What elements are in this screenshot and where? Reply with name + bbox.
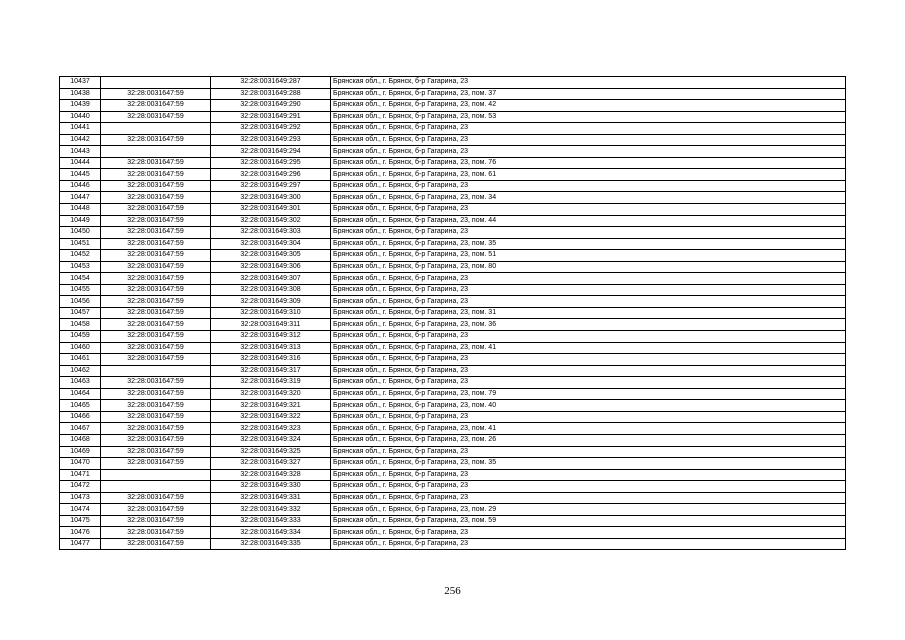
land-cadastral-number-cell: 32:28:0031647:59 — [101, 504, 211, 516]
object-cadastral-number-cell: 32:28:0031649:325 — [211, 446, 331, 458]
row-number-cell: 10451 — [60, 238, 101, 250]
address-cell: Брянская обл., г. Брянск, б-р Гагарина, 23 — [331, 134, 846, 146]
table-row — [60, 284, 846, 296]
address-cell: Брянская обл., г. Брянск, б-р Гагарина, 23 — [331, 411, 846, 423]
row-number-cell: 10461 — [60, 354, 101, 366]
land-cadastral-number-cell: 32:28:0031647:59 — [101, 157, 211, 169]
land-cadastral-number-cell: 32:28:0031647:59 — [101, 100, 211, 112]
land-cadastral-number-cell: 32:28:0031647:59 — [101, 204, 211, 216]
address-cell: Брянская обл., г. Брянск, б-р Гагарина, 23, пом. 26 — [331, 434, 846, 446]
land-cadastral-number-cell: 32:28:0031647:59 — [101, 527, 211, 539]
object-cadastral-number-cell: 32:28:0031649:296 — [211, 169, 331, 181]
address-cell: Брянская обл., г. Брянск, б-р Гагарина, 23 — [331, 365, 846, 377]
table-row — [60, 388, 846, 400]
row-number-cell: 10452 — [60, 250, 101, 262]
object-cadastral-number-cell: 32:28:0031649:287 — [211, 77, 331, 89]
row-number-cell: 10464 — [60, 388, 101, 400]
row-number-cell: 10466 — [60, 411, 101, 423]
object-cadastral-number-cell: 32:28:0031649:306 — [211, 261, 331, 273]
address-cell: Брянская обл., г. Брянск, б-р Гагарина, 23, пом. 41 — [331, 423, 846, 435]
table-row — [60, 365, 846, 377]
land-cadastral-number-cell — [101, 469, 211, 481]
object-cadastral-number-cell: 32:28:0031649:317 — [211, 365, 331, 377]
row-number-cell: 10444 — [60, 157, 101, 169]
table-row — [60, 227, 846, 239]
row-number-cell: 10474 — [60, 504, 101, 516]
address-cell: Брянская обл., г. Брянск, б-р Гагарина, 23 — [331, 227, 846, 239]
object-cadastral-number-cell: 32:28:0031649:310 — [211, 307, 331, 319]
table-row — [60, 111, 846, 123]
object-cadastral-number-cell: 32:28:0031649:309 — [211, 296, 331, 308]
address-cell: Брянская обл., г. Брянск, б-р Гагарина, 23, пом. 79 — [331, 388, 846, 400]
land-cadastral-number-cell: 32:28:0031647:59 — [101, 342, 211, 354]
address-cell: Брянская обл., г. Брянск, б-р Гагарина, 23 — [331, 377, 846, 389]
object-cadastral-number-cell: 32:28:0031649:305 — [211, 250, 331, 262]
table-row — [60, 446, 846, 458]
address-cell: Брянская обл., г. Брянск, б-р Гагарина, 23 — [331, 296, 846, 308]
object-cadastral-number-cell: 32:28:0031649:301 — [211, 204, 331, 216]
land-cadastral-number-cell: 32:28:0031647:59 — [101, 134, 211, 146]
table-row — [60, 261, 846, 273]
table-row — [60, 319, 846, 331]
object-cadastral-number-cell: 32:28:0031649:333 — [211, 515, 331, 527]
address-cell: Брянская обл., г. Брянск, б-р Гагарина, 23, пом. 80 — [331, 261, 846, 273]
land-cadastral-number-cell: 32:28:0031647:59 — [101, 411, 211, 423]
address-cell: Брянская обл., г. Брянск, б-р Гагарина, 23 — [331, 204, 846, 216]
address-cell: Брянская обл., г. Брянск, б-р Гагарина, 23, пом. 53 — [331, 111, 846, 123]
row-number-cell: 10440 — [60, 111, 101, 123]
row-number-cell: 10438 — [60, 88, 101, 100]
object-cadastral-number-cell: 32:28:0031649:307 — [211, 273, 331, 285]
row-number-cell: 10446 — [60, 180, 101, 192]
address-cell: Брянская обл., г. Брянск, б-р Гагарина, 23, пом. 35 — [331, 238, 846, 250]
table-row — [60, 215, 846, 227]
object-cadastral-number-cell: 32:28:0031649:292 — [211, 123, 331, 135]
row-number-cell: 10453 — [60, 261, 101, 273]
land-cadastral-number-cell: 32:28:0031647:59 — [101, 458, 211, 470]
row-number-cell: 10469 — [60, 446, 101, 458]
row-number-cell: 10459 — [60, 331, 101, 343]
table-row — [60, 342, 846, 354]
land-cadastral-number-cell: 32:28:0031647:59 — [101, 284, 211, 296]
land-cadastral-number-cell — [101, 77, 211, 89]
address-cell: Брянская обл., г. Брянск, б-р Гагарина, 23, пом. 76 — [331, 157, 846, 169]
object-cadastral-number-cell: 32:28:0031649:312 — [211, 331, 331, 343]
row-number-cell: 10477 — [60, 538, 101, 550]
table-body — [60, 77, 846, 550]
registry-table — [59, 76, 846, 550]
table-row — [60, 180, 846, 192]
address-cell: Брянская обл., г. Брянск, б-р Гагарина, 23, пом. 40 — [331, 400, 846, 412]
row-number-cell: 10476 — [60, 527, 101, 539]
address-cell: Брянская обл., г. Брянск, б-р Гагарина, 23 — [331, 284, 846, 296]
address-cell: Брянская обл., г. Брянск, б-р Гагарина, 23, пом. 37 — [331, 88, 846, 100]
address-cell: Брянская обл., г. Брянск, б-р Гагарина, 23 — [331, 273, 846, 285]
land-cadastral-number-cell: 32:28:0031647:59 — [101, 492, 211, 504]
table-row — [60, 527, 846, 539]
address-cell: Брянская обл., г. Брянск, б-р Гагарина, 23, пом. 31 — [331, 307, 846, 319]
table-row — [60, 481, 846, 493]
object-cadastral-number-cell: 32:28:0031649:291 — [211, 111, 331, 123]
table-row — [60, 169, 846, 181]
object-cadastral-number-cell: 32:28:0031649:293 — [211, 134, 331, 146]
land-cadastral-number-cell: 32:28:0031647:59 — [101, 169, 211, 181]
row-number-cell: 10448 — [60, 204, 101, 216]
row-number-cell: 10456 — [60, 296, 101, 308]
object-cadastral-number-cell: 32:28:0031649:300 — [211, 192, 331, 204]
row-number-cell: 10449 — [60, 215, 101, 227]
table-row — [60, 492, 846, 504]
row-number-cell: 10443 — [60, 146, 101, 158]
land-cadastral-number-cell — [101, 481, 211, 493]
address-cell: Брянская обл., г. Брянск, б-р Гагарина, 23, пом. 34 — [331, 192, 846, 204]
land-cadastral-number-cell — [101, 365, 211, 377]
table-row — [60, 331, 846, 343]
object-cadastral-number-cell: 32:28:0031649:321 — [211, 400, 331, 412]
table-row — [60, 469, 846, 481]
table-row — [60, 423, 846, 435]
object-cadastral-number-cell: 32:28:0031649:327 — [211, 458, 331, 470]
land-cadastral-number-cell: 32:28:0031647:59 — [101, 434, 211, 446]
table-row — [60, 77, 846, 89]
object-cadastral-number-cell: 32:28:0031649:303 — [211, 227, 331, 239]
row-number-cell: 10460 — [60, 342, 101, 354]
land-cadastral-number-cell: 32:28:0031647:59 — [101, 180, 211, 192]
address-cell: Брянская обл., г. Брянск, б-р Гагарина, 23 — [331, 354, 846, 366]
row-number-cell: 10442 — [60, 134, 101, 146]
table-row — [60, 538, 846, 550]
land-cadastral-number-cell: 32:28:0031647:59 — [101, 377, 211, 389]
table-row — [60, 192, 846, 204]
address-cell: Брянская обл., г. Брянск, б-р Гагарина, 23 — [331, 180, 846, 192]
address-cell: Брянская обл., г. Брянск, б-р Гагарина, 23 — [331, 446, 846, 458]
address-cell: Брянская обл., г. Брянск, б-р Гагарина, 23 — [331, 538, 846, 550]
land-cadastral-number-cell: 32:28:0031647:59 — [101, 515, 211, 527]
row-number-cell: 10463 — [60, 377, 101, 389]
land-cadastral-number-cell — [101, 123, 211, 135]
object-cadastral-number-cell: 32:28:0031649:290 — [211, 100, 331, 112]
row-number-cell: 10447 — [60, 192, 101, 204]
object-cadastral-number-cell: 32:28:0031649:324 — [211, 434, 331, 446]
object-cadastral-number-cell: 32:28:0031649:308 — [211, 284, 331, 296]
object-cadastral-number-cell: 32:28:0031649:320 — [211, 388, 331, 400]
land-cadastral-number-cell: 32:28:0031647:59 — [101, 400, 211, 412]
address-cell: Брянская обл., г. Брянск, б-р Гагарина, 23 — [331, 77, 846, 89]
address-cell: Брянская обл., г. Брянск, б-р Гагарина, 23 — [331, 123, 846, 135]
table-row — [60, 123, 846, 135]
land-cadastral-number-cell: 32:28:0031647:59 — [101, 88, 211, 100]
address-cell: Брянская обл., г. Брянск, б-р Гагарина, 23, пом. 61 — [331, 169, 846, 181]
row-number-cell: 10468 — [60, 434, 101, 446]
table-row — [60, 411, 846, 423]
land-cadastral-number-cell: 32:28:0031647:59 — [101, 215, 211, 227]
row-number-cell: 10465 — [60, 400, 101, 412]
table-row — [60, 134, 846, 146]
row-number-cell: 10445 — [60, 169, 101, 181]
row-number-cell: 10458 — [60, 319, 101, 331]
row-number-cell: 10455 — [60, 284, 101, 296]
address-cell: Брянская обл., г. Брянск, б-р Гагарина, 23 — [331, 331, 846, 343]
object-cadastral-number-cell: 32:28:0031649:297 — [211, 180, 331, 192]
row-number-cell: 10473 — [60, 492, 101, 504]
object-cadastral-number-cell: 32:28:0031649:302 — [211, 215, 331, 227]
row-number-cell: 10454 — [60, 273, 101, 285]
row-number-cell: 10439 — [60, 100, 101, 112]
table-row — [60, 307, 846, 319]
land-cadastral-number-cell: 32:28:0031647:59 — [101, 538, 211, 550]
land-cadastral-number-cell: 32:28:0031647:59 — [101, 446, 211, 458]
object-cadastral-number-cell: 32:28:0031649:330 — [211, 481, 331, 493]
land-cadastral-number-cell — [101, 146, 211, 158]
land-cadastral-number-cell: 32:28:0031647:59 — [101, 250, 211, 262]
row-number-cell: 10437 — [60, 77, 101, 89]
table-row — [60, 458, 846, 470]
land-cadastral-number-cell: 32:28:0031647:59 — [101, 319, 211, 331]
land-cadastral-number-cell: 32:28:0031647:59 — [101, 192, 211, 204]
table-row — [60, 100, 846, 112]
object-cadastral-number-cell: 32:28:0031649:328 — [211, 469, 331, 481]
table-row — [60, 434, 846, 446]
object-cadastral-number-cell: 32:28:0031649:304 — [211, 238, 331, 250]
address-cell: Брянская обл., г. Брянск, б-р Гагарина, 23, пом. 42 — [331, 100, 846, 112]
address-cell: Брянская обл., г. Брянск, б-р Гагарина, 23, пом. 41 — [331, 342, 846, 354]
table-row — [60, 204, 846, 216]
address-cell: Брянская обл., г. Брянск, б-р Гагарина, 23 — [331, 527, 846, 539]
table-row — [60, 238, 846, 250]
row-number-cell: 10450 — [60, 227, 101, 239]
object-cadastral-number-cell: 32:28:0031649:316 — [211, 354, 331, 366]
object-cadastral-number-cell: 32:28:0031649:294 — [211, 146, 331, 158]
table-row — [60, 400, 846, 412]
address-cell: Брянская обл., г. Брянск, б-р Гагарина, 23, пом. 29 — [331, 504, 846, 516]
land-cadastral-number-cell: 32:28:0031647:59 — [101, 296, 211, 308]
table-row — [60, 88, 846, 100]
address-cell: Брянская обл., г. Брянск, б-р Гагарина, 23, пом. 44 — [331, 215, 846, 227]
table-row — [60, 157, 846, 169]
address-cell: Брянская обл., г. Брянск, б-р Гагарина, 23 — [331, 469, 846, 481]
row-number-cell: 10467 — [60, 423, 101, 435]
object-cadastral-number-cell: 32:28:0031649:295 — [211, 157, 331, 169]
address-cell: Брянская обл., г. Брянск, б-р Гагарина, 23, пом. 36 — [331, 319, 846, 331]
address-cell: Брянская обл., г. Брянск, б-р Гагарина, 23, пом. 59 — [331, 515, 846, 527]
object-cadastral-number-cell: 32:28:0031649:313 — [211, 342, 331, 354]
land-cadastral-number-cell: 32:28:0031647:59 — [101, 388, 211, 400]
table-row — [60, 273, 846, 285]
land-cadastral-number-cell: 32:28:0031647:59 — [101, 354, 211, 366]
address-cell: Брянская обл., г. Брянск, б-р Гагарина, 23, пом. 35 — [331, 458, 846, 470]
row-number-cell: 10472 — [60, 481, 101, 493]
table-row — [60, 146, 846, 158]
table-row — [60, 296, 846, 308]
address-cell: Брянская обл., г. Брянск, б-р Гагарина, 23, пом. 51 — [331, 250, 846, 262]
object-cadastral-number-cell: 32:28:0031649:331 — [211, 492, 331, 504]
object-cadastral-number-cell: 32:28:0031649:311 — [211, 319, 331, 331]
row-number-cell: 10457 — [60, 307, 101, 319]
object-cadastral-number-cell: 32:28:0031649:288 — [211, 88, 331, 100]
row-number-cell: 10475 — [60, 515, 101, 527]
object-cadastral-number-cell: 32:28:0031649:334 — [211, 527, 331, 539]
land-cadastral-number-cell: 32:28:0031647:59 — [101, 261, 211, 273]
land-cadastral-number-cell: 32:28:0031647:59 — [101, 227, 211, 239]
row-number-cell: 10470 — [60, 458, 101, 470]
table-row — [60, 515, 846, 527]
row-number-cell: 10441 — [60, 123, 101, 135]
land-cadastral-number-cell: 32:28:0031647:59 — [101, 423, 211, 435]
table-row — [60, 504, 846, 516]
land-cadastral-number-cell: 32:28:0031647:59 — [101, 238, 211, 250]
address-cell: Брянская обл., г. Брянск, б-р Гагарина, 23 — [331, 481, 846, 493]
object-cadastral-number-cell: 32:28:0031649:323 — [211, 423, 331, 435]
land-cadastral-number-cell: 32:28:0031647:59 — [101, 331, 211, 343]
land-cadastral-number-cell: 32:28:0031647:59 — [101, 273, 211, 285]
land-cadastral-number-cell: 32:28:0031647:59 — [101, 111, 211, 123]
row-number-cell: 10471 — [60, 469, 101, 481]
table-row — [60, 250, 846, 262]
land-cadastral-number-cell: 32:28:0031647:59 — [101, 307, 211, 319]
object-cadastral-number-cell: 32:28:0031649:322 — [211, 411, 331, 423]
address-cell: Брянская обл., г. Брянск, б-р Гагарина, 23 — [331, 146, 846, 158]
page-number: 256 — [444, 585, 461, 597]
row-number-cell: 10462 — [60, 365, 101, 377]
object-cadastral-number-cell: 32:28:0031649:335 — [211, 538, 331, 550]
object-cadastral-number-cell: 32:28:0031649:319 — [211, 377, 331, 389]
object-cadastral-number-cell: 32:28:0031649:332 — [211, 504, 331, 516]
table-row — [60, 377, 846, 389]
table-row — [60, 354, 846, 366]
address-cell: Брянская обл., г. Брянск, б-р Гагарина, 23 — [331, 492, 846, 504]
